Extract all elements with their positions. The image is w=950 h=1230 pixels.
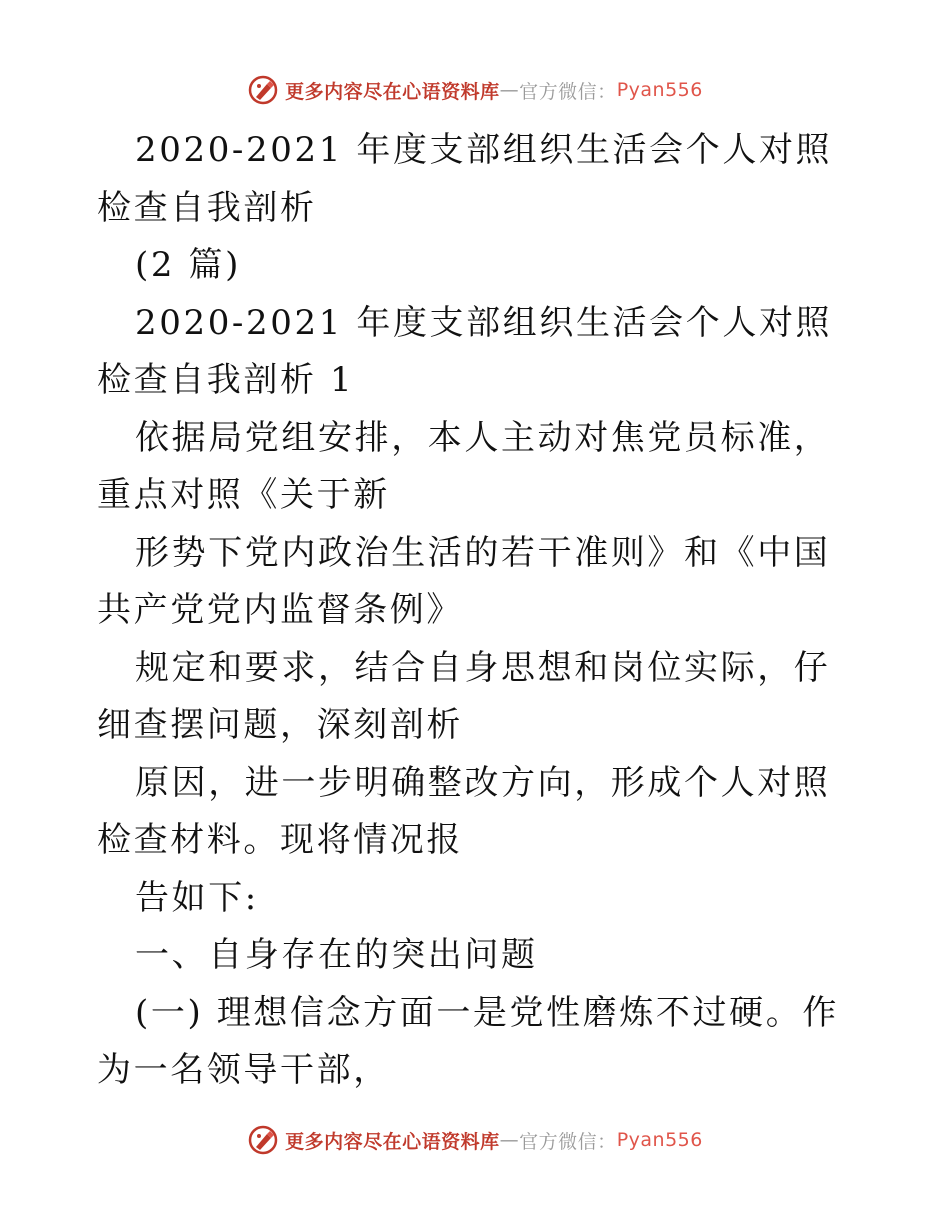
body-paragraph: 原因，进一步明确整改方向，形成个人对照检查材料。现将情况报 xyxy=(97,762,831,860)
watermark-sub-text: 官方微信： xyxy=(519,1130,617,1153)
pen-nib-logo-icon xyxy=(247,1124,279,1156)
document-body xyxy=(97,122,857,1100)
body-paragraph: 规定和要求，结合自身思想和岗位实际，仔细查摆问题，深刻剖析 xyxy=(97,647,831,745)
watermark-separator: — xyxy=(499,1129,520,1151)
watermark-main-text: 更多内容尽在心语资料库 xyxy=(285,80,500,103)
watermark-brand-text: Pyan556 xyxy=(616,79,703,101)
footer-watermark xyxy=(0,1120,950,1160)
watermark-sub-text: 官方微信： xyxy=(519,80,617,103)
body-paragraph: 依据局党组安排，本人主动对焦党员标准，重点对照《关于新 xyxy=(97,417,831,515)
heading-level-1: 一、自身存在的突出问题 xyxy=(135,935,538,975)
document-subtitle: (2 篇) xyxy=(135,245,241,285)
section-title: 2020-2021 年度支部组织生活会个人对照检查自我剖析 1 xyxy=(97,302,833,400)
pen-nib-logo-icon xyxy=(247,74,279,106)
watermark-brand-text: Pyan556 xyxy=(616,1129,703,1151)
header-watermark xyxy=(0,70,950,110)
body-paragraph: 形势下党内政治生活的若干准则》和《中国共产党党内监督条例》 xyxy=(97,532,831,630)
body-paragraph: (一) 理想信念方面一是党性磨炼不过硬。作为一名领导干部， xyxy=(97,992,839,1090)
document-title: 2020-2021 年度支部组织生活会个人对照检查自我剖析 xyxy=(97,130,833,228)
body-paragraph: 告如下: xyxy=(135,877,259,918)
watermark-main-text: 更多内容尽在心语资料库 xyxy=(285,1130,500,1153)
watermark-separator: — xyxy=(499,79,520,101)
